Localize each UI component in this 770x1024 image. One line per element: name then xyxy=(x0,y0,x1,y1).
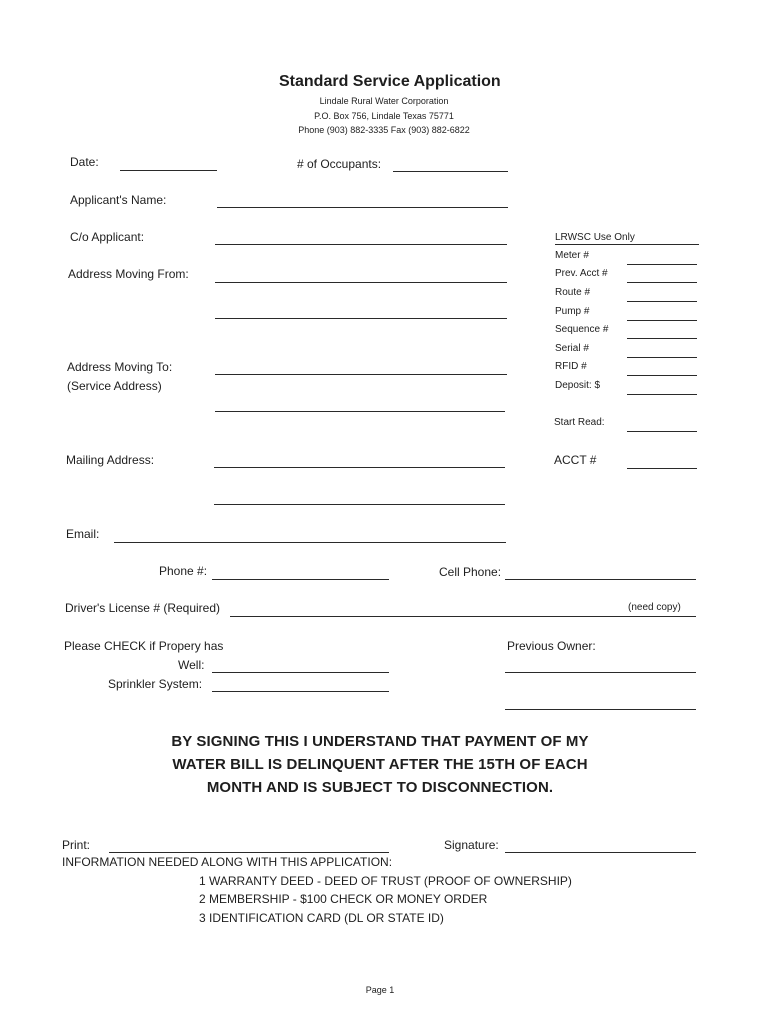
sequence-field[interactable] xyxy=(627,338,697,339)
pump-field[interactable] xyxy=(627,320,697,321)
info-item-1: 1 WARRANTY DEED - DEED OF TRUST (PROOF OF OWNERSHIP) xyxy=(199,874,572,888)
serial-field[interactable] xyxy=(627,357,697,358)
email-label: Email: xyxy=(66,527,100,541)
rfid-field[interactable] xyxy=(627,375,697,376)
pump-label: Pump # xyxy=(555,306,590,317)
info-item-3: 3 IDENTIFICATION CARD (DL OR STATE ID) xyxy=(199,911,444,925)
address-to-label: Address Moving To: xyxy=(67,360,173,374)
start-read-field[interactable] xyxy=(627,431,697,432)
sequence-label: Sequence # xyxy=(555,324,609,335)
applicant-name-label: Applicant's Name: xyxy=(70,193,167,207)
meter-label: Meter # xyxy=(555,250,589,261)
info-heading: INFORMATION NEEDED ALONG WITH THIS APPLICATION: xyxy=(62,855,393,869)
property-check-label: Please CHECK if Propery has xyxy=(64,639,224,653)
mailing-address-field-2[interactable] xyxy=(214,504,505,505)
organization-name: Lindale Rural Water Corporation xyxy=(319,96,449,106)
previous-owner-field-2[interactable] xyxy=(505,709,696,710)
signature-field[interactable] xyxy=(505,852,696,853)
co-applicant-label: C/o Applicant: xyxy=(70,230,145,244)
address-from-field-1[interactable] xyxy=(215,282,507,283)
address-to-field-1[interactable] xyxy=(215,374,507,375)
mailing-address-label: Mailing Address: xyxy=(66,453,155,467)
drivers-license-field[interactable] xyxy=(230,616,696,617)
rfid-label: RFID # xyxy=(555,361,587,372)
print-label: Print: xyxy=(62,838,91,852)
meter-field[interactable] xyxy=(627,264,697,265)
previous-owner-label: Previous Owner: xyxy=(507,639,596,653)
date-label: Date: xyxy=(70,155,99,169)
co-applicant-field[interactable] xyxy=(215,244,507,245)
disconnection-notice-line-3: MONTH AND IS SUBJECT TO DISCONNECTION. xyxy=(206,779,554,796)
start-read-label: Start Read: xyxy=(554,417,605,428)
office-use-heading: LRWSC Use Only xyxy=(555,232,635,243)
address-from-field-2[interactable] xyxy=(215,318,507,319)
well-field[interactable] xyxy=(212,672,389,673)
print-field[interactable] xyxy=(109,852,389,853)
cell-phone-field[interactable] xyxy=(505,579,696,580)
route-label: Route # xyxy=(555,287,591,298)
service-address-label: (Service Address) xyxy=(67,379,162,393)
drivers-license-label: Driver's License # (Required) xyxy=(65,601,221,615)
occupants-label: # of Occupants: xyxy=(297,157,382,171)
phone-label: Phone #: xyxy=(159,564,208,578)
email-field[interactable] xyxy=(114,542,506,543)
address-from-label: Address Moving From: xyxy=(68,267,189,281)
prev-acct-label: Prev. Acct # xyxy=(555,268,608,279)
disconnection-notice-line-1: BY SIGNING THIS I UNDERSTAND THAT PAYMENT OF MY xyxy=(171,733,589,750)
acct-field[interactable] xyxy=(627,468,697,469)
signature-label: Signature: xyxy=(444,838,499,852)
route-field[interactable] xyxy=(627,301,697,302)
prev-acct-field[interactable] xyxy=(627,282,697,283)
sprinkler-label: Sprinkler System: xyxy=(108,677,203,691)
applicant-name-field[interactable] xyxy=(217,207,508,208)
mailing-address-field-1[interactable] xyxy=(214,467,505,468)
acct-label: ACCT # xyxy=(554,453,597,467)
phone-field[interactable] xyxy=(212,579,389,580)
deposit-label: Deposit: $ xyxy=(555,380,601,391)
occupants-field[interactable] xyxy=(393,171,508,172)
organization-address: P.O. Box 756, Lindale Texas 75771 xyxy=(314,111,454,121)
sprinkler-field[interactable] xyxy=(212,691,389,692)
page-title: Standard Service Application xyxy=(279,73,501,90)
address-to-field-2[interactable] xyxy=(215,411,505,412)
date-field[interactable] xyxy=(120,170,217,171)
disconnection-notice-line-2: WATER BILL IS DELINQUENT AFTER THE 15TH OF EACH xyxy=(172,756,588,773)
organization-phone-fax: Phone (903) 882-3335 Fax (903) 882-6822 xyxy=(298,125,470,135)
serial-label: Serial # xyxy=(555,343,589,354)
office-use-heading-rule xyxy=(555,244,699,245)
info-item-2: 2 MEMBERSHIP - $100 CHECK OR MONEY ORDER xyxy=(199,892,488,906)
well-label: Well: xyxy=(178,658,205,672)
need-copy-note: (need copy) xyxy=(628,602,681,613)
deposit-field[interactable] xyxy=(627,394,697,395)
previous-owner-field-1[interactable] xyxy=(505,672,696,673)
cell-phone-label: Cell Phone: xyxy=(439,565,502,579)
page-number: Page 1 xyxy=(365,985,395,995)
